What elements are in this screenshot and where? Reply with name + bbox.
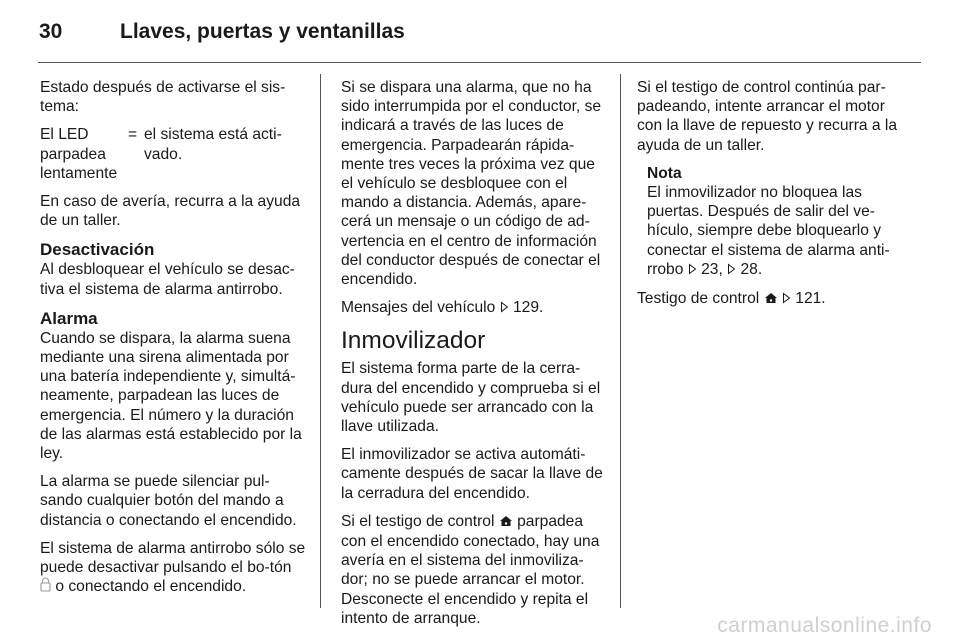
paragraph: El sistema forma parte de la cerra-dura del encendido y comprueba si el vehículo puede ser arrancado con la llave utilizada.: [341, 360, 601, 436]
note-heading: Nota: [647, 164, 682, 182]
paragraph: Estado después de activarse el sis-tema:: [40, 79, 286, 116]
text-span: o conectando el encendido.: [55, 578, 247, 596]
paragraph: El inmovilizador se activa automáti-camente después de sacar la llave de la cerradura del encendido.: [341, 446, 603, 502]
column-divider: [320, 74, 321, 608]
paragraph: Si el testigo de control continúa par-padeando, intente arrancar el motor con la llave de repuesto y recurra a la ayuda de un taller.: [637, 79, 898, 154]
section-heading-alarma: Alarma: [40, 308, 98, 328]
paragraph: Al desbloquear el vehículo se desac-tiva el sistema de alarma antirrobo.: [40, 261, 295, 298]
paragraph: En caso de avería, recurra a la ayuda de un taller.: [40, 193, 301, 230]
immobilizer-indicator-icon: [764, 290, 778, 309]
led-status-value: el sistema está acti-vado.: [144, 126, 282, 163]
page-reference: 28.: [740, 260, 763, 278]
text-span: El sistema de alarma antirrobo sólo se puede desactivar pulsando el bo-tón: [40, 539, 306, 577]
note-text: [647, 183, 903, 280]
page-reference-icon: [688, 261, 697, 280]
paragraph: [637, 289, 903, 309]
column-2: [341, 78, 607, 637]
led-status-label: El LED parpadea lentamente: [40, 126, 118, 182]
led-status-table: [40, 125, 306, 183]
text-span: Testigo de control: [637, 290, 760, 308]
lock-button-icon: [40, 577, 51, 597]
paragraph: Si se dispara una alarma, que no ha sido interrumpida por el conductor, se indicará a través de las luces de emergencia. Parpadearán rápida-mente tres veces la próxima vez que el vehículo se desbloquee con el mando a distancia. Además, apare-cerá un mensaje o un código de ad-vertencia en el centro de información del conductor después de conectar el encendido.: [341, 79, 602, 289]
section-heading-desactivacion: Desactivación: [40, 240, 155, 260]
equals-sign: =: [128, 126, 138, 144]
immobilizer-indicator-icon: [499, 513, 513, 532]
text-span: parpadea con el encendido conectado, hay una avería en el sistema del inmoviliza-dor; no se puede arrancar el motor. Desconecte el encendido y repita el intento de arranque.: [341, 512, 600, 627]
footer-watermark: carmanualsonline.info: [717, 614, 932, 637]
page-reference-icon: [727, 261, 736, 280]
page-reference-icon: [782, 290, 791, 309]
paragraph: [341, 298, 607, 318]
page-reference: 121.: [795, 290, 826, 308]
paragraph: La alarma se puede silenciar pul-sando cualquier botón del mando a distancia o conectando el encendido.: [40, 473, 297, 529]
text-span: Si el testigo de control: [341, 512, 495, 530]
note-box: [647, 164, 903, 280]
paragraph: Cuando se dispara, la alarma suena mediante una sirena alimentada por una batería independiente y, simultá-neamente, parpadean las luces de emergencia. El número y la duración de las alarmas está establecido por la ley.: [40, 329, 302, 463]
paragraph: [341, 512, 607, 628]
page-reference: 23,: [701, 260, 723, 278]
text-span: El inmovilizador no bloquea las puertas. Después de salir del ve-hículo, siempre debe bloquearlo y conectar el sistema de alarma anti-rrobo: [647, 184, 890, 278]
section-heading-inmovilizador: Inmovilizador: [341, 327, 486, 355]
page-reference-icon: [500, 299, 509, 318]
column-divider: [620, 74, 621, 608]
page-number: 30: [39, 20, 63, 43]
header-divider: [38, 62, 921, 63]
column-1: [40, 78, 306, 606]
text-span: Mensajes del vehículo: [341, 299, 496, 317]
column-3: [637, 78, 903, 318]
paragraph: [40, 539, 306, 598]
page-title: Llaves, puertas y ventanillas: [120, 20, 405, 43]
page-reference: 129.: [512, 299, 544, 317]
